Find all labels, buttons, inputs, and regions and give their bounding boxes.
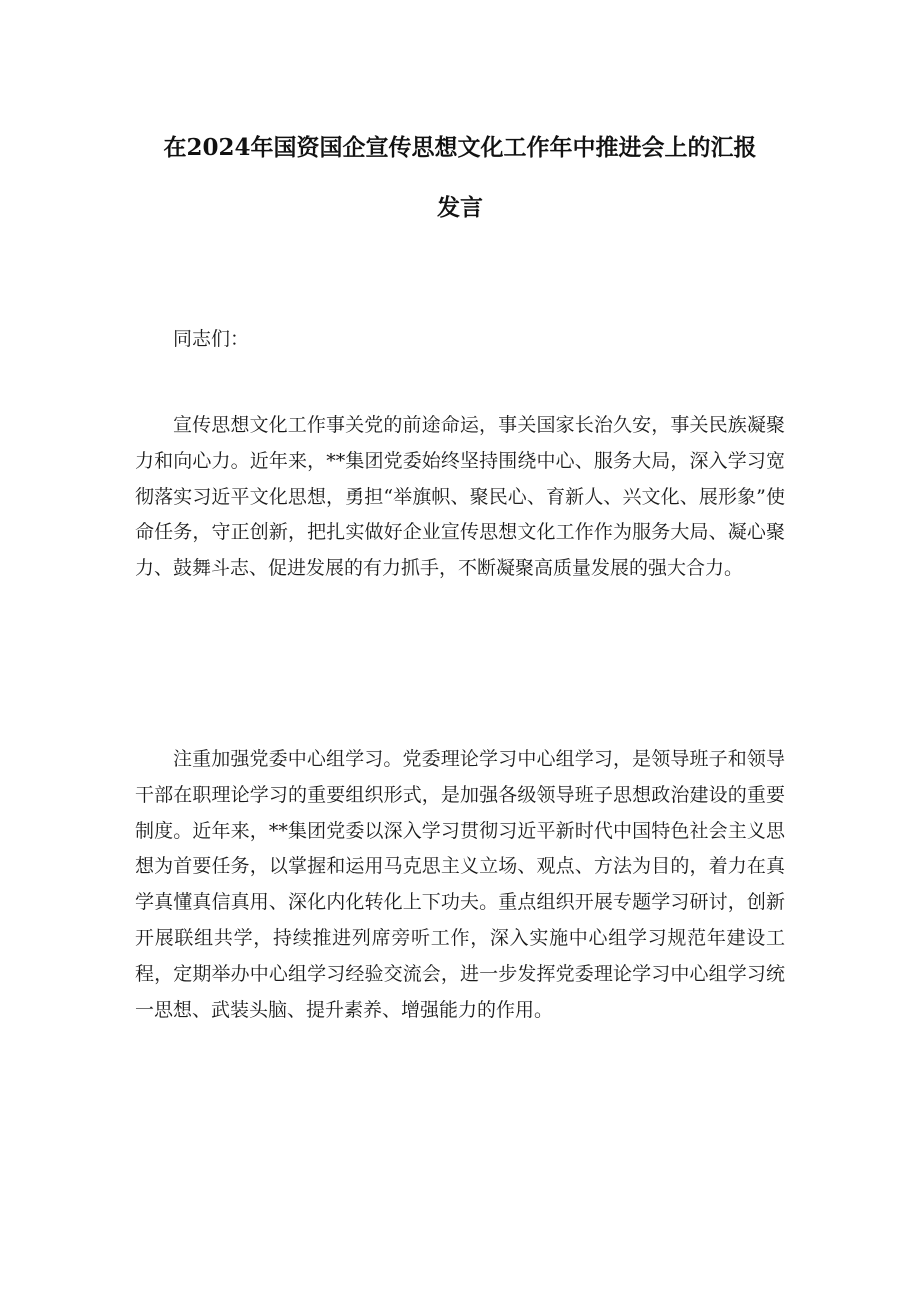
document-title-line-1: 在2024年国资国企宣传思想文化工作年中推进会上的汇报 <box>163 134 757 161</box>
paragraph-central-group-study: 注重加强党委中心组学习。党委理论学习中心组学习，是领导班子和领导干部在职理论学习的重要组织形式，是加强各级领导班子思想政治建设的重要制度。近年来，**集团党委以深入学习贯彻习近平新时代中国特色社会主义思想为首要任务，以掌握和运用马克思主义立场、观点、方法为目的，着力在真学真懂真信真用、深化内化转化上下功夫。重点组织开展专题学习研讨，创新开展联组共学，持续推进列席旁听工作，深入实施中心组学习规范年建设工程，定期举办中心组学习经验交流会，进一步发挥党委理论学习中心组学习统一思想、武装头脑、提升素养、增强能力的作用。 <box>135 748 785 1021</box>
document-title-line-2: 发言 <box>437 194 483 221</box>
salutation: 同志们： <box>173 328 250 350</box>
paragraph-intro: 宣传思想文化工作事关党的前途命运，事关国家长治久安，事关民族凝聚力和向心力。近年来，**集团党委始终坚持围绕中心、服务大局，深入学习宽彻落实习近平文化思想，勇担“举旗帜、聚民心、育新人、兴文化、展形象”使命任务，守正创新，把扎实做好企业宣传思想文化工作作为服务大局、凝心聚力、鼓舞斗志、促进发展的有力抓手，不断凝聚高质量发展的强大合力。 <box>135 414 785 580</box>
